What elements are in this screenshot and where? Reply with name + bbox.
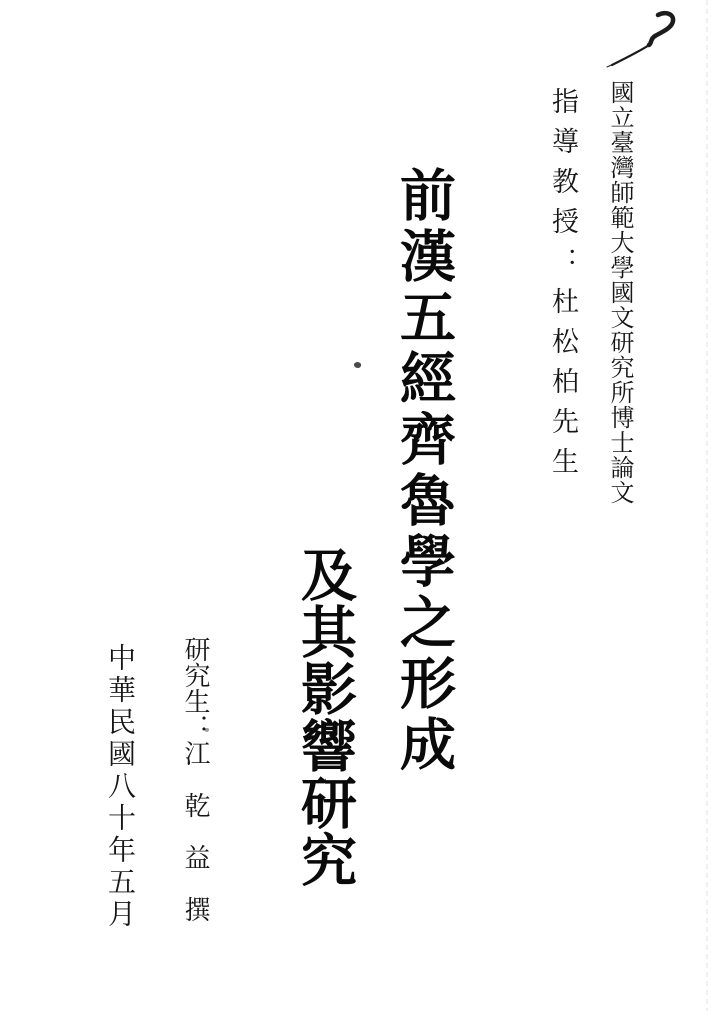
- thesis-title-line-1: 前漢五經齊魯學之形成: [391, 166, 457, 776]
- handwritten-pen-mark: [600, 5, 690, 80]
- ink-speck: [353, 361, 362, 369]
- scan-edge-artifact: [706, 0, 708, 1011]
- thesis-title-line-2: 及其影響研究: [292, 546, 358, 888]
- researcher-line: 研究生：江 乾 益 撰: [180, 636, 210, 922]
- date-line: 中華民國八十年五月: [104, 643, 137, 931]
- institution-line: 國立臺灣師範大學國文研究所博士論文: [606, 80, 634, 505]
- advisor-line: 指導教授：杜松柏先生: [547, 87, 578, 487]
